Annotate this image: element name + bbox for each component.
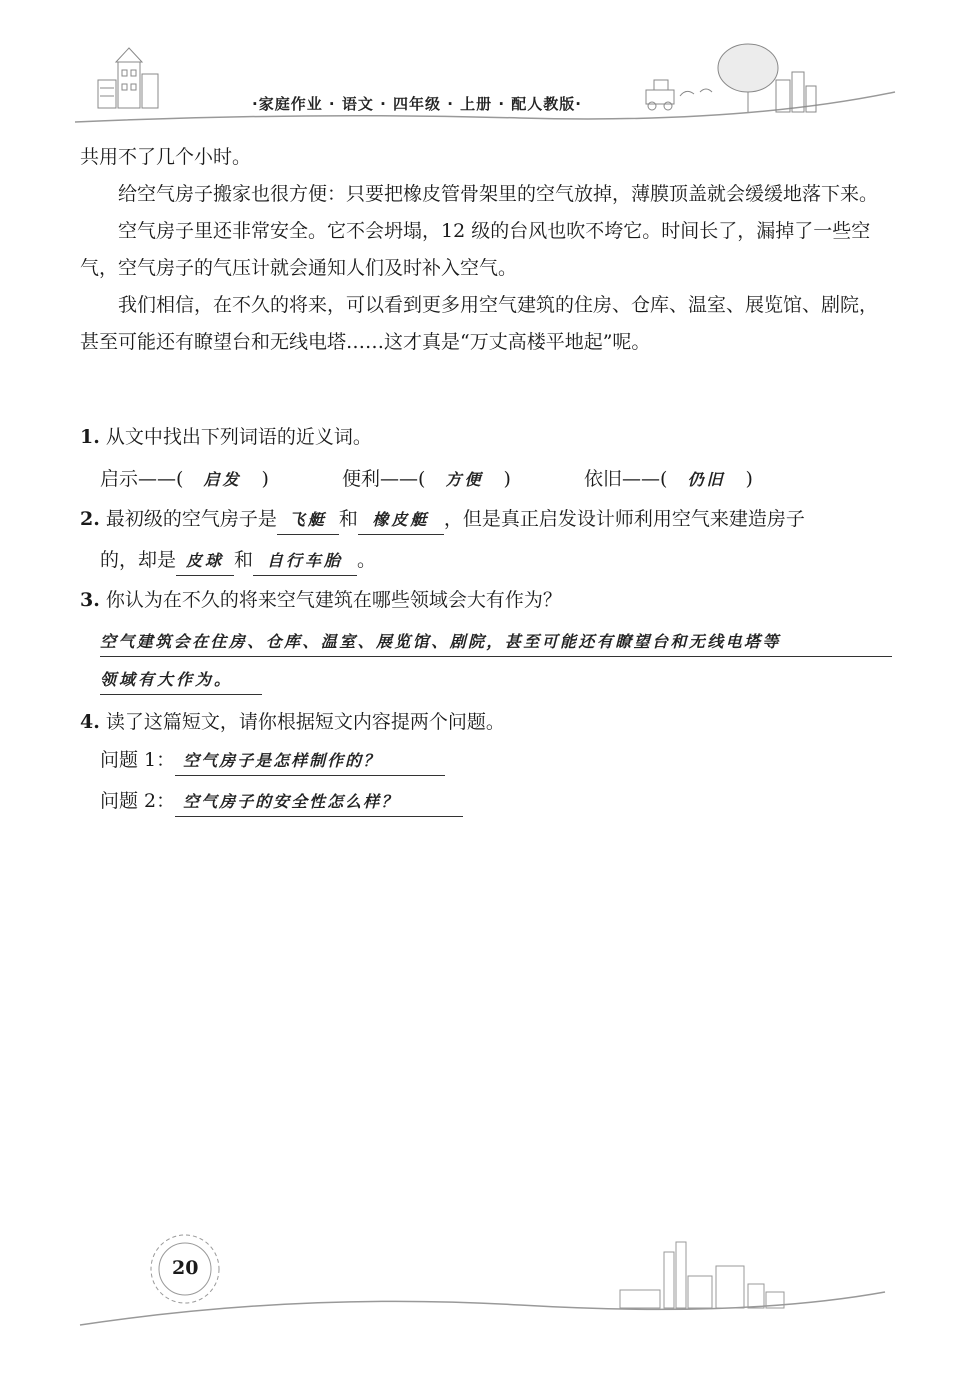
question-text: 最初级的空气房子是 (105, 508, 277, 530)
synonym-answer: 启发 (203, 470, 242, 489)
question-label: 问题 2： (100, 790, 176, 812)
synonym-close: ) (261, 468, 269, 490)
synonym-pair-2 (342, 461, 511, 498)
building-illustration-right (620, 1242, 784, 1308)
page-number: 20 (172, 1257, 199, 1279)
synonym-word: 依旧——( (584, 468, 668, 490)
synonym-word: 便利——( (342, 468, 426, 490)
question-text: 的，却是 (100, 549, 177, 571)
answer-blank: 橡皮艇 (358, 506, 444, 535)
question-text: 。 (357, 549, 377, 571)
house-illustration-left (98, 48, 158, 108)
synonym-close: ) (503, 468, 511, 490)
question-3 (80, 582, 562, 619)
question-label: 问题 1： (100, 749, 176, 771)
question-2 (80, 501, 805, 538)
passage-paragraph-4: 我们相信，在不久的将来，可以看到更多用空气建筑的住房、仓库、温室、展览馆、剧院，甚至可能还有瞭望台和无线电塔……这才真是“万丈高楼平地起”呢。 (80, 294, 879, 353)
synonym-pair-3 (584, 461, 753, 498)
answer-line-1: 空气建筑会在住房、仓库、温室、展览馆、剧院，甚至可能还有瞭望台和无线电塔等 (100, 628, 892, 657)
answer-blank: 皮球 (176, 547, 234, 576)
synonym-word: 启示——( (100, 468, 184, 490)
question-text: 读了这篇短文，请你根据短文内容提两个问题。 (105, 711, 505, 733)
question-1 (80, 419, 372, 456)
answer-blank: 空气房子的安全性怎么样？ (175, 788, 463, 817)
question-2-continued (100, 542, 376, 579)
question-text: 和 (338, 508, 358, 530)
passage-paragraph-1: 共用不了几个小时。 (80, 146, 252, 168)
synonym-answer: 方便 (445, 470, 484, 489)
question-number: 3. (80, 589, 100, 611)
header-title: ·家庭作业 · 语文 · 四年级 · 上册 · 配人教版· (252, 95, 582, 113)
footer-decoration (0, 1230, 979, 1340)
header-decoration (0, 0, 979, 140)
synonym-answer: 仍旧 (687, 470, 726, 489)
passage-paragraph-3: 空气房子里还非常安全。它不会坍塌，12 级的台风也吹不垮它。时间长了，漏掉了一些空气，空气房子的气压计就会通知人们及时补入空气。 (80, 220, 871, 279)
answer-blank: 空气房子是怎样制作的？ (175, 747, 445, 776)
passage-paragraph-2: 给空气房子搬家也很方便：只要把橡皮管骨架里的空气放掉，薄膜顶盖就会缓缓地落下来。 (118, 183, 879, 205)
answer-blank: 自行车胎 (253, 547, 357, 576)
question-text: 和 (234, 549, 254, 571)
question-4-item-2 (100, 783, 463, 820)
question-number: 1. (80, 426, 100, 448)
answer-blank: 飞艇 (277, 506, 339, 535)
question-text: 你认为在不久的将来空气建筑在哪些领域会大有作为？ (105, 589, 562, 611)
question-number: 2. (80, 508, 100, 530)
passage (80, 139, 895, 361)
tree-and-car-illustration (646, 44, 816, 112)
question-text: ，但是真正启发设计师利用空气来建造房子 (443, 508, 805, 530)
question-4 (80, 704, 505, 741)
answer-line-2: 领域有大作为。 (100, 666, 262, 695)
question-text: 从文中找出下列词语的近义词。 (105, 426, 372, 448)
question-number: 4. (80, 711, 100, 733)
synonym-close: ) (745, 468, 753, 490)
question-4-item-1 (100, 742, 445, 779)
synonym-pair-1 (100, 461, 269, 498)
